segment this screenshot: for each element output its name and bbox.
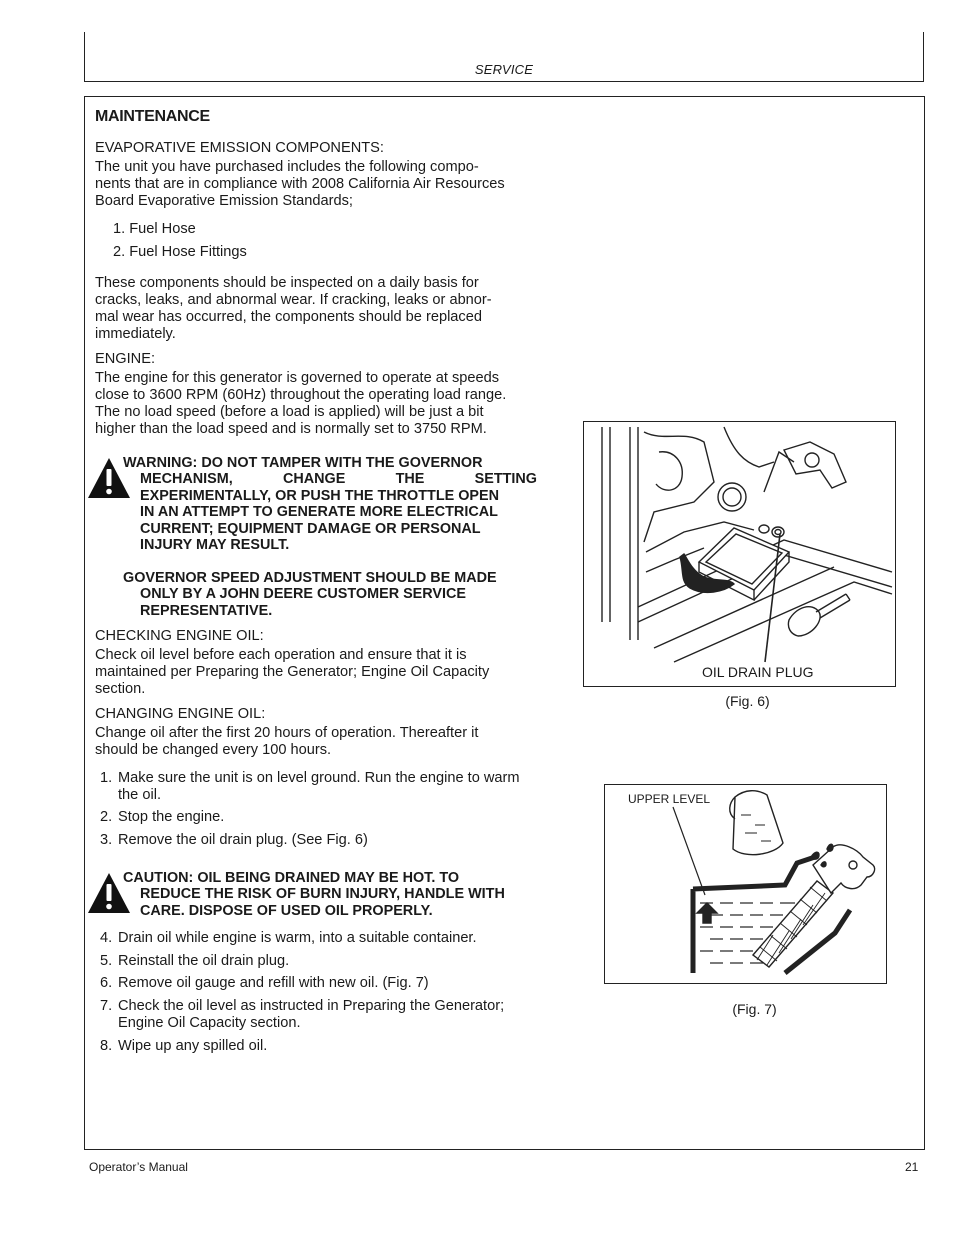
fig7-caption: (Fig. 7) xyxy=(732,1001,777,1017)
fig6-caption: (Fig. 6) xyxy=(725,693,770,709)
step-text: Check the oil level as instructed in Preparing the Generator; xyxy=(118,998,505,1014)
text-line: Check oil level before each operation and ensure that it is xyxy=(95,647,467,663)
list-item: 1. Fuel Hose xyxy=(113,221,196,237)
list-item xyxy=(100,809,225,826)
caution-line: CAUTION: OIL BEING DRAINED MAY BE HOT. TO xyxy=(123,870,460,886)
evap-inspect xyxy=(95,275,537,343)
step-text: Reinstall the oil drain plug. xyxy=(118,953,290,969)
step-text: Wipe up any spilled oil. xyxy=(118,1038,268,1054)
engine-section xyxy=(95,351,537,438)
step-text: Remove oil gauge and refill with new oil. (Fig. 7) xyxy=(118,975,429,991)
text-line: maintained per Preparing the Generator; Engine Oil Capacity xyxy=(95,664,490,680)
text-line: Change oil after the first 20 hours of operation. Thereafter it xyxy=(95,725,479,741)
warning-line: EXPERIMENTALLY, OR PUSH THE THROTTLE OPEN xyxy=(140,487,499,504)
warning-line: INJURY MAY RESULT. xyxy=(140,537,290,554)
check-oil-heading: CHECKING ENGINE OIL: xyxy=(95,628,264,644)
step-text: Remove the oil drain plug. (See Fig. 6) xyxy=(118,832,368,848)
warning-text xyxy=(123,455,537,553)
step-number: 8. xyxy=(100,1038,113,1054)
warning-block xyxy=(85,455,537,555)
step-number: 3. xyxy=(100,832,113,848)
step-number: 2. xyxy=(100,809,113,825)
governor-line: GOVERNOR SPEED ADJUSTMENT SHOULD BE MADE xyxy=(123,570,497,586)
evap-heading: EVAPORATIVE EMISSION COMPONENTS: xyxy=(95,140,384,156)
section-title: SERVICE xyxy=(474,62,534,77)
evap-intro-line: nents that are in compliance with 2008 California Air Resources xyxy=(95,176,505,192)
governor-line: REPRESENTATIVE. xyxy=(140,602,273,619)
governor-line: ONLY BY A JOHN DEERE CUSTOMER SERVICE xyxy=(140,586,467,603)
upper-level-label: UPPER LEVEL xyxy=(628,792,711,806)
text-line: higher than the load speed and is normally set to 3750 RPM. xyxy=(95,421,487,437)
governor-text xyxy=(123,570,537,619)
step-text: Drain oil while engine is warm, into a suitable container. xyxy=(118,930,477,946)
list-item xyxy=(100,975,429,992)
change-oil-section xyxy=(95,706,537,759)
governor-block xyxy=(85,570,537,622)
page-heading: MAINTENANCE xyxy=(95,108,210,125)
evap-intro-line: The unit you have purchased includes the following compo- xyxy=(95,159,479,175)
footer-manual: Operator’s Manual xyxy=(89,1160,188,1174)
list-item xyxy=(100,998,505,1015)
text-line: The engine for this generator is governed to operate at speeds xyxy=(95,370,500,386)
caution-line: CARE. DISPOSE OF USED OIL PROPERLY. xyxy=(140,902,433,919)
step-number: 1. xyxy=(100,770,113,786)
evap-intro-line: Board Evaporative Emission Standards; xyxy=(95,193,353,209)
warning-line: CURRENT; EQUIPMENT DAMAGE OR PERSONAL xyxy=(140,520,481,537)
text-line: The no load speed (before a load is applied) will be just a bit xyxy=(95,404,484,420)
list-item xyxy=(100,770,520,787)
warning-line: MECHANISM, CHANGE THE SETTING xyxy=(140,471,537,488)
text-line: immediately. xyxy=(95,326,176,342)
caution-text xyxy=(123,870,537,919)
step-number: 5. xyxy=(100,953,113,969)
step-number: 6. xyxy=(100,975,113,991)
header-box xyxy=(84,32,924,82)
text-line: These components should be inspected on a daily basis for xyxy=(95,275,479,291)
figure-7 xyxy=(604,784,887,984)
step-text: Make sure the unit is on level ground. Run the engine to warm xyxy=(118,770,520,786)
step-text: Stop the engine. xyxy=(118,809,225,825)
caution-line: REDUCE THE RISK OF BURN INJURY, HANDLE WITH xyxy=(140,886,505,903)
text-line: should be changed every 100 hours. xyxy=(95,742,332,758)
oil-fill-illustration xyxy=(605,785,885,982)
text-line: cracks, leaks, and abnormal wear. If cracking, leaks or abnor- xyxy=(95,292,492,308)
caution-block xyxy=(85,870,537,922)
maintenance-heading xyxy=(95,108,537,125)
list-item xyxy=(100,1038,268,1055)
warning-line: IN AN ATTEMPT TO GENERATE MORE ELECTRICAL xyxy=(140,504,498,521)
list-item xyxy=(100,832,368,849)
list-item: Engine Oil Capacity section. xyxy=(118,1015,301,1031)
list-item xyxy=(100,930,477,947)
page-number: 21 xyxy=(905,1160,919,1174)
step-number: 4. xyxy=(100,930,113,946)
step-number: 7. xyxy=(100,998,113,1014)
text-line: close to 3600 RPM (60Hz) throughout the operating load range. xyxy=(95,387,507,403)
list-item: the oil. xyxy=(118,787,161,803)
engine-illustration xyxy=(584,422,894,685)
evap-intro xyxy=(95,159,537,210)
engine-heading: ENGINE: xyxy=(95,351,156,367)
figure-6 xyxy=(583,421,896,687)
warning-line: WARNING: DO NOT TAMPER WITH THE GOVERNOR xyxy=(123,455,483,471)
text-line: section. xyxy=(95,681,146,697)
evap-section xyxy=(95,140,537,210)
change-oil-heading: CHANGING ENGINE OIL: xyxy=(95,706,266,722)
list-item: 2. Fuel Hose Fittings xyxy=(113,244,247,260)
check-oil-section xyxy=(95,628,537,698)
oil-drain-plug-label: OIL DRAIN PLUG xyxy=(702,664,814,680)
list-item xyxy=(100,953,290,970)
text-line: mal wear has occurred, the components should be replaced xyxy=(95,309,482,325)
